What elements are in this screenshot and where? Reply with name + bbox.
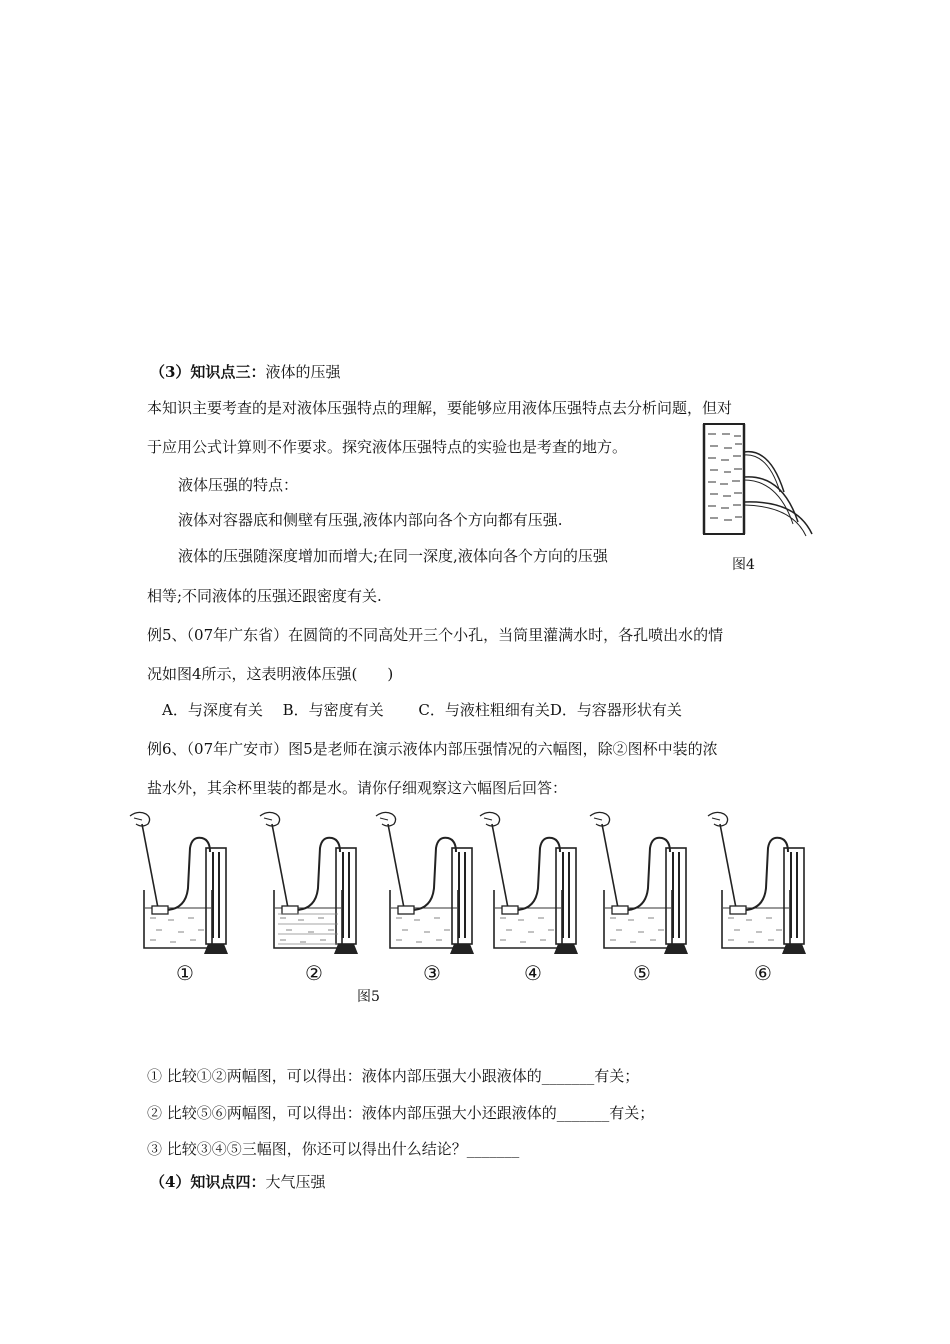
figure-5-label-6: ⑥	[754, 961, 772, 985]
figure-5-label-3: ③	[423, 961, 441, 985]
example6-line1: 例6、（07年广安市）图5是老师在演示液体内部压强情况的六幅图，除②图杯中装的浓	[147, 740, 718, 758]
question-3: ③ 比较③④⑤三幅图，你还可以得出什么结论？_______	[147, 1140, 520, 1158]
features-heading: 液体压强的特点：	[178, 476, 299, 494]
figure-5-label-5: ⑤	[633, 961, 651, 985]
figure-5-label-1: ①	[176, 961, 194, 985]
example6-line2: 盐水外，其余杯里装的都是水。请你仔细观察这六幅图后回答：	[147, 779, 568, 797]
question-2: ② 比较⑤⑥两幅图，可以得出：液体内部压强大小还跟液体的_______有关；	[147, 1104, 655, 1122]
intro-line1: 本知识主要考查的是对液体压强特点的理解，要能够应用液体压强特点去分析问题，但对	[147, 399, 733, 417]
figure-4-caption: 图4	[732, 557, 755, 573]
figure-5-label-2: ②	[305, 961, 323, 985]
features-p1: 液体对容器底和侧壁有压强,液体内部向各个方向都有压强.	[178, 511, 563, 529]
question-1: ① 比较①②两幅图，可以得出：液体内部压强大小跟液体的_______有关；	[147, 1067, 640, 1085]
figure-5-caption: 图5	[357, 989, 380, 1005]
figure-5-manometers	[128, 808, 818, 958]
section3-prefix: （3）知识点三：	[150, 363, 266, 381]
features-p2a: 液体的压强随深度增加而增大;在同一深度,液体向各个方向的压强	[178, 547, 608, 565]
section4-heading	[150, 1172, 325, 1192]
example5-options: A．与深度有关 B．与密度有关 C．与液柱粗细有关D．与容器形状有关	[147, 701, 682, 719]
figure-5-label-4: ④	[524, 961, 542, 985]
features-p2b: 相等;不同液体的压强还跟密度有关.	[147, 587, 382, 605]
figure-4-cylinder	[700, 422, 820, 540]
intro-line2: 于应用公式计算则不作要求。探究液体压强特点的实验也是考查的地方。	[147, 438, 628, 456]
example5-line2: 况如图4所示，这表明液体压强( )	[147, 665, 394, 683]
section3-heading	[150, 362, 340, 382]
section3-title: 液体的压强	[265, 363, 341, 381]
section4-title: 大气压强	[265, 1173, 326, 1191]
example5-line1: 例5、（07年广东省）在圆筒的不同高处开三个小孔，当筒里灌满水时，各孔喷出水的情	[147, 626, 724, 644]
section4-prefix: （4）知识点四：	[150, 1173, 266, 1191]
